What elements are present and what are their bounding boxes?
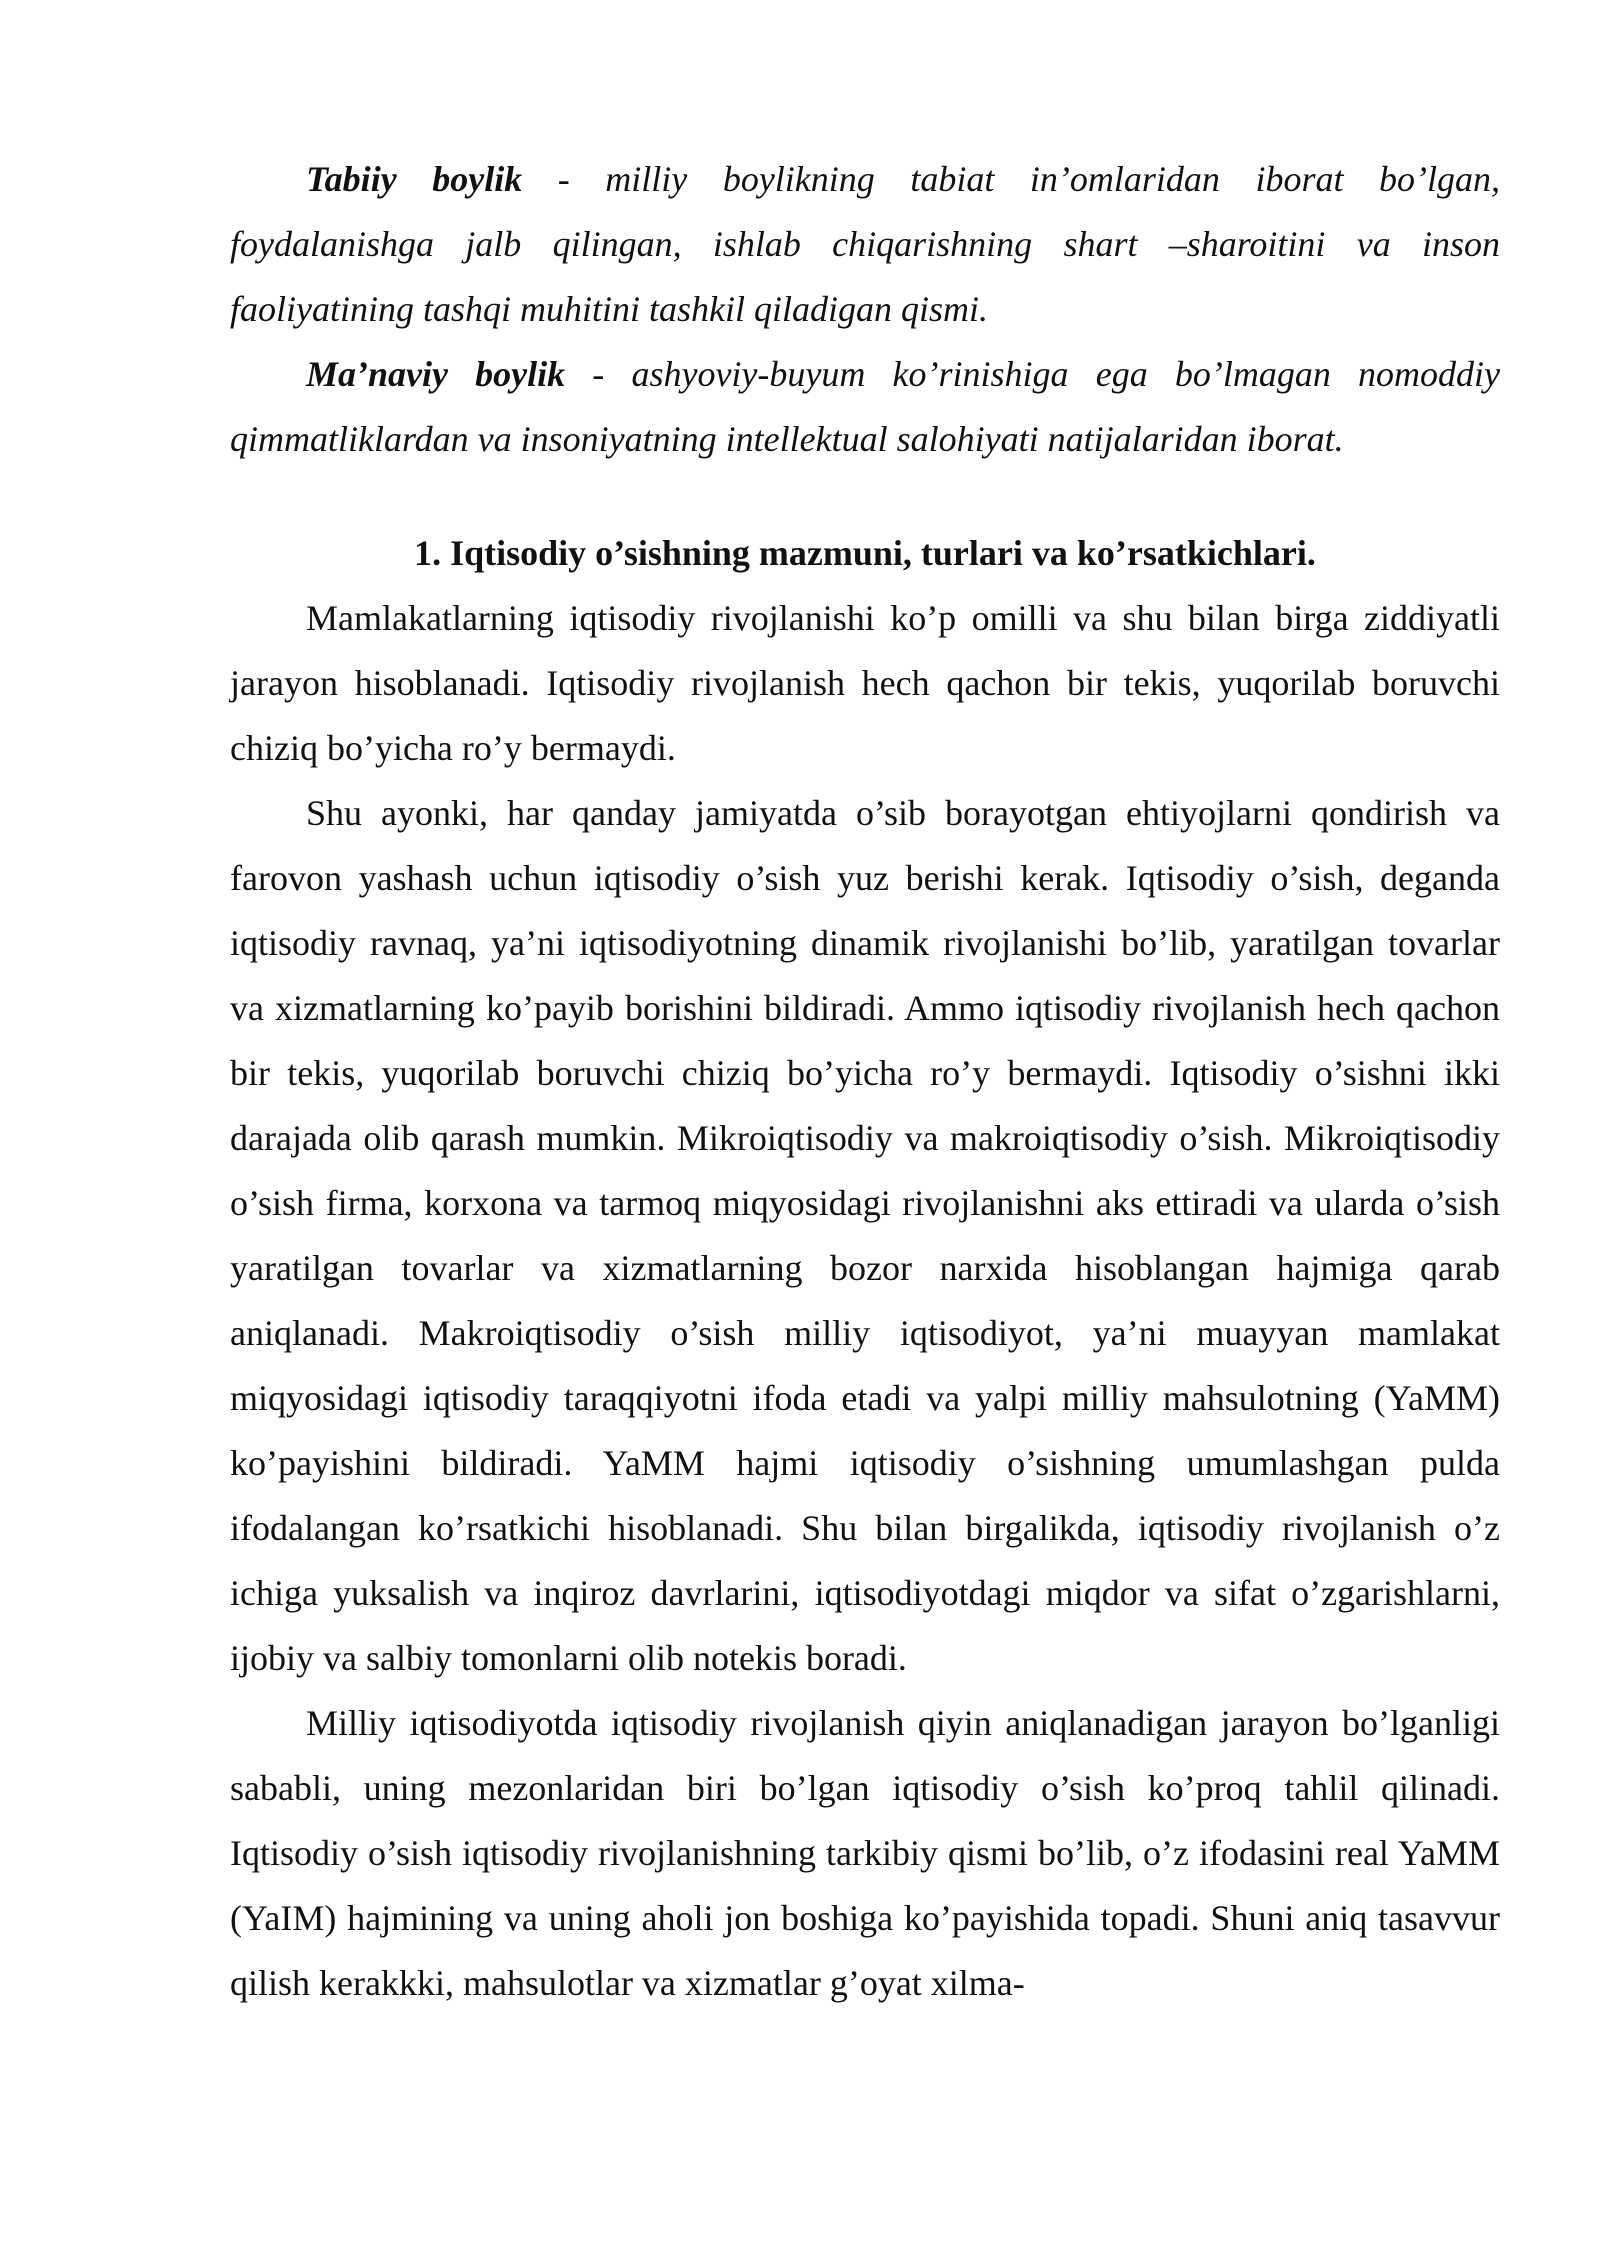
definition-spiritual-wealth <box>230 342 1500 472</box>
definition-term: Ma’naviy boylik <box>306 354 566 394</box>
definition-text: - ashyoviy-buyum ko’rinishiga ega bo’lmagan nomoddiy qimmatliklardan va insoniyatning intellektual salohiyati natijalaridan iborat. <box>230 354 1500 459</box>
definition-term: Tabiiy boylik <box>306 159 523 199</box>
document-page <box>230 147 1500 2016</box>
section-heading: 1. Iqtisodiy o’sishning mazmuni, turlari va ko’rsatkichlari. <box>414 533 1316 573</box>
definition-natural-wealth <box>230 147 1500 342</box>
body-paragraph: Milliy iqtisodiyotda iqtisodiy rivojlanish qiyin aniqlanadigan jarayon bo’lganligi sababli, uning mezonlaridan biri bo’lgan iqtisodiy o’sish ko’proq tahlil qilinadi. Iqtisodiy o’sish iqtisodiy rivojlanishning tarkibiy qismi bo’lib, o’z ifodasini real YaMM (YaIM) hajmining va uning aholi jon boshiga ko’payishida topadi. Shuni aniq tasavvur qilish kerakkki, mahsulotlar va xizmatlar g’oyat xilma- <box>230 1703 1500 2003</box>
body-paragraph: Mamlakatlarning iqtisodiy rivojlanishi ko’p omilli va shu bilan birga ziddiyatli jarayon hisoblanadi. Iqtisodiy rivojlanish hech qachon bir tekis, yuqorilab boruvchi chiziq bo’yicha ro’y bermaydi. <box>230 598 1500 768</box>
definition-text: - milliy boylikning tabiat in’omlaridan iborat bo’lgan, foydalanishga jalb qilingan, ishlab chiqarishning shart –sharoitini va inson faoliyatining tashqi muhitini tashkil qiladigan qismi. <box>230 159 1500 329</box>
body-paragraph: Shu ayonki, har qanday jamiyatda o’sib borayotgan ehtiyojlarni qondirish va farovon yashash uchun iqtisodiy o’sish yuz berishi kerak. Iqtisodiy o’sish, deganda iqtisodiy ravnaq, ya’ni iqtisodiyotning dinamik rivojlanishi bo’lib, yaratilgan tovarlar va xizmatlarning ko’payib borishini bildiradi. Ammo iqtisodiy rivojlanish hech qachon bir tekis, yuqorilab boruvchi chiziq bo’yicha ro’y bermaydi. Iqtisodiy o’sishni ikki darajada olib qarash mumkin. Mikroiqtisodiy va makroiqtisodiy o’sish. Mikroiqtisodiy o’sish firma, korxona va tarmoq miqyosidagi rivojlanishni aks ettiradi va ularda o’sish yaratilgan tovarlar va xizmatlarning bozor narxida hisoblangan hajmiga qarab aniqlanadi. Makroiqtisodiy o’sish milliy iqtisodiyot, ya’ni muayyan mamlakat miqyosidagi iqtisodiy taraqqiyotni ifoda etadi va yalpi milliy mahsulotning (YaMM) ko’payishini bildiradi. YaMM hajmi iqtisodiy o’sishning umumlashgan pulda ifodalangan ko’rsatkichi hisoblanadi. Shu bilan birgalikda, iqtisodiy rivojlanish o’z ichiga yuksalish va inqiroz davrlarini, iqtisodiyotdagi miqdor va sifat o’zgarishlarni, ijobiy va salbiy tomonlarni olib notekis boradi. <box>230 793 1500 1678</box>
